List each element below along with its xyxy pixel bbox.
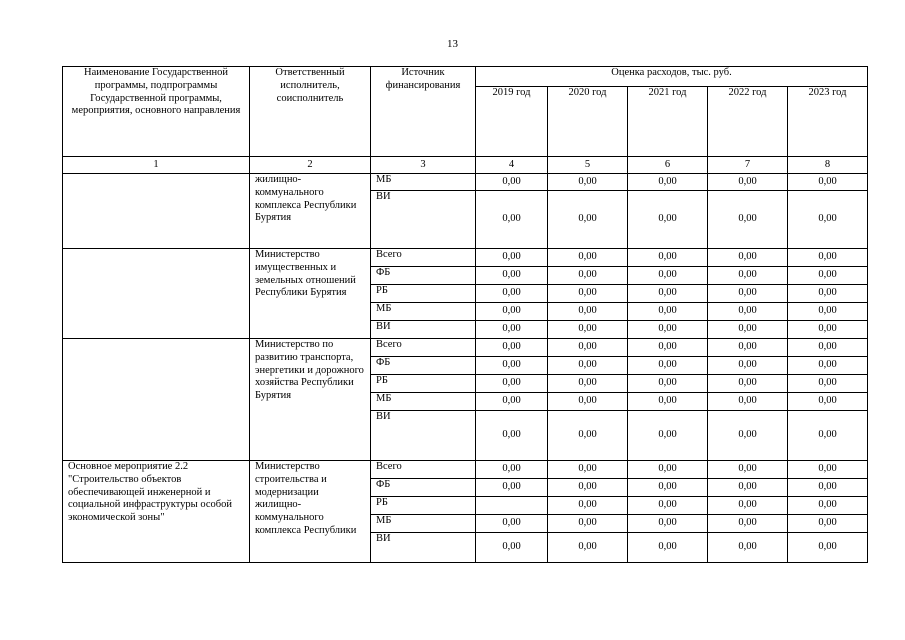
header-costs: Оценка расходов, тыс. руб. xyxy=(476,67,868,87)
value-cell: 0,00 xyxy=(788,267,868,285)
value-cell: 0,00 xyxy=(788,174,868,191)
value-cell: 0,00 xyxy=(788,375,868,393)
value-cell: 0,00 xyxy=(548,461,628,479)
value-cell: 0,00 xyxy=(476,375,548,393)
value-cell: 0,00 xyxy=(548,515,628,533)
value-cell: 0,00 xyxy=(548,285,628,303)
value-cell: 0,00 xyxy=(476,267,548,285)
measure-name-cell xyxy=(63,249,250,339)
page-number: 13 xyxy=(447,38,458,50)
source-cell: МБ xyxy=(371,393,476,411)
value-cell: 0,00 xyxy=(628,174,708,191)
value-cell: 0,00 xyxy=(476,461,548,479)
value-cell: 0,00 xyxy=(788,303,868,321)
measure-name-cell xyxy=(63,174,250,249)
header-executor: Ответственный исполнитель, соисполнитель xyxy=(250,67,371,157)
value-cell: 0,00 xyxy=(788,191,868,249)
value-cell: 0,00 xyxy=(548,303,628,321)
column-number: 8 xyxy=(788,157,868,174)
source-cell: ВИ xyxy=(371,191,476,249)
value-cell: 0,00 xyxy=(548,479,628,497)
column-number: 1 xyxy=(63,157,250,174)
value-cell: 0,00 xyxy=(788,515,868,533)
value-cell: 0,00 xyxy=(788,321,868,339)
value-cell: 0,00 xyxy=(476,339,548,357)
value-cell: 0,00 xyxy=(708,249,788,267)
value-cell: 0,00 xyxy=(708,321,788,339)
header-year: 2022 год xyxy=(708,87,788,157)
value-cell: 0,00 xyxy=(628,303,708,321)
value-cell: 0,00 xyxy=(628,285,708,303)
value-cell: 0,00 xyxy=(476,393,548,411)
value-cell: 0,00 xyxy=(476,303,548,321)
source-cell: МБ xyxy=(371,303,476,321)
column-number: 6 xyxy=(628,157,708,174)
value-cell: 0,00 xyxy=(708,515,788,533)
column-number: 3 xyxy=(371,157,476,174)
value-cell: 0,00 xyxy=(708,339,788,357)
column-number: 7 xyxy=(708,157,788,174)
header-name: Наименование Государственной программы, подпрограммы Государственной программы, мероприятия, основного направления xyxy=(63,67,250,157)
header-year: 2021 год xyxy=(628,87,708,157)
value-cell: 0,00 xyxy=(708,174,788,191)
value-cell: 0,00 xyxy=(548,339,628,357)
value-cell: 0,00 xyxy=(476,285,548,303)
executor-cell: Министерство строительства и модернизации жилищно-коммунального комплекса Республики xyxy=(250,461,371,563)
source-cell: Всего xyxy=(371,461,476,479)
value-cell: 0,00 xyxy=(628,357,708,375)
value-cell: 0,00 xyxy=(548,357,628,375)
value-cell: 0,00 xyxy=(628,191,708,249)
value-cell: 0,00 xyxy=(708,411,788,461)
source-cell: ВИ xyxy=(371,321,476,339)
table-row xyxy=(63,249,868,267)
value-cell: 0,00 xyxy=(708,191,788,249)
value-cell: 0,00 xyxy=(548,174,628,191)
source-cell: Всего xyxy=(371,339,476,357)
executor-cell: Министерство имущественных и земельных отношений Республики Бурятия xyxy=(250,249,371,339)
value-cell: 0,00 xyxy=(788,411,868,461)
value-cell: 0,00 xyxy=(628,515,708,533)
source-cell: ФБ xyxy=(371,479,476,497)
measure-name-cell xyxy=(63,339,250,461)
source-cell: РБ xyxy=(371,285,476,303)
measure-name-cell: Основное мероприятие 2.2 "Строительство объектов обеспечивающей инженерной и социальной инфраструктуры особой экономической зоны" xyxy=(63,461,250,563)
executor-cell: Министерство по развитию транспорта, энергетики и дорожного хозяйства Республики Бурятия xyxy=(250,339,371,461)
table-row xyxy=(63,461,868,479)
value-cell: 0,00 xyxy=(548,191,628,249)
value-cell: 0,00 xyxy=(708,303,788,321)
header-source: Источник финансирования xyxy=(371,67,476,157)
value-cell: 0,00 xyxy=(476,357,548,375)
value-cell: 0,00 xyxy=(628,497,708,515)
source-cell: Всего xyxy=(371,249,476,267)
value-cell: 0,00 xyxy=(548,393,628,411)
source-cell: МБ xyxy=(371,515,476,533)
executor-cell: жилищно-коммунального комплекса Республики Бурятия xyxy=(250,174,371,249)
table-row xyxy=(63,339,868,357)
value-cell: 0,00 xyxy=(708,461,788,479)
value-cell: 0,00 xyxy=(708,375,788,393)
header-year: 2020 год xyxy=(548,87,628,157)
value-cell: 0,00 xyxy=(628,339,708,357)
header-year: 2019 год xyxy=(476,87,548,157)
value-cell: 0,00 xyxy=(476,191,548,249)
value-cell: 0,00 xyxy=(548,249,628,267)
value-cell: 0,00 xyxy=(476,479,548,497)
value-cell: 0,00 xyxy=(708,479,788,497)
value-cell: 0,00 xyxy=(628,461,708,479)
source-cell: ВИ xyxy=(371,411,476,461)
value-cell: 0,00 xyxy=(476,515,548,533)
value-cell: 0,00 xyxy=(628,411,708,461)
value-cell: 0,00 xyxy=(476,174,548,191)
value-cell: 0,00 xyxy=(548,267,628,285)
value-cell: 0,00 xyxy=(548,375,628,393)
value-cell: 0,00 xyxy=(708,393,788,411)
source-cell: ФБ xyxy=(371,267,476,285)
value-cell: 0,00 xyxy=(788,497,868,515)
value-cell: 0,00 xyxy=(628,267,708,285)
source-cell: ВИ xyxy=(371,533,476,563)
value-cell: 0,00 xyxy=(788,249,868,267)
value-cell: 0,00 xyxy=(548,321,628,339)
source-cell: РБ xyxy=(371,375,476,393)
value-cell: 0,00 xyxy=(628,393,708,411)
table-row xyxy=(63,174,868,191)
value-cell: 0,00 xyxy=(548,411,628,461)
value-cell: 0,00 xyxy=(628,249,708,267)
value-cell: 0,00 xyxy=(788,285,868,303)
value-cell: 0,00 xyxy=(788,357,868,375)
value-cell: 0,00 xyxy=(548,533,628,563)
value-cell: 0,00 xyxy=(548,497,628,515)
value-cell: 0,00 xyxy=(788,533,868,563)
value-cell: 0,00 xyxy=(628,375,708,393)
budget-table xyxy=(62,66,868,563)
value-cell: 0,00 xyxy=(788,461,868,479)
value-cell: 0,00 xyxy=(476,411,548,461)
value-cell: 0,00 xyxy=(708,533,788,563)
value-cell: 0,00 xyxy=(708,357,788,375)
value-cell: 0,00 xyxy=(628,321,708,339)
value-cell: 0,00 xyxy=(788,393,868,411)
column-number: 5 xyxy=(548,157,628,174)
value-cell: 0,00 xyxy=(628,479,708,497)
value-cell: 0,00 xyxy=(628,533,708,563)
source-cell: РБ xyxy=(371,497,476,515)
source-cell: ФБ xyxy=(371,357,476,375)
source-cell: МБ xyxy=(371,174,476,191)
value-cell: 0,00 xyxy=(476,321,548,339)
value-cell: 0,00 xyxy=(708,267,788,285)
value-cell: 0,00 xyxy=(788,339,868,357)
value-cell: 0,00 xyxy=(708,285,788,303)
value-cell xyxy=(476,497,548,515)
header-year: 2023 год xyxy=(788,87,868,157)
column-number: 2 xyxy=(250,157,371,174)
value-cell: 0,00 xyxy=(788,479,868,497)
value-cell: 0,00 xyxy=(708,497,788,515)
value-cell: 0,00 xyxy=(476,533,548,563)
column-number: 4 xyxy=(476,157,548,174)
value-cell: 0,00 xyxy=(476,249,548,267)
